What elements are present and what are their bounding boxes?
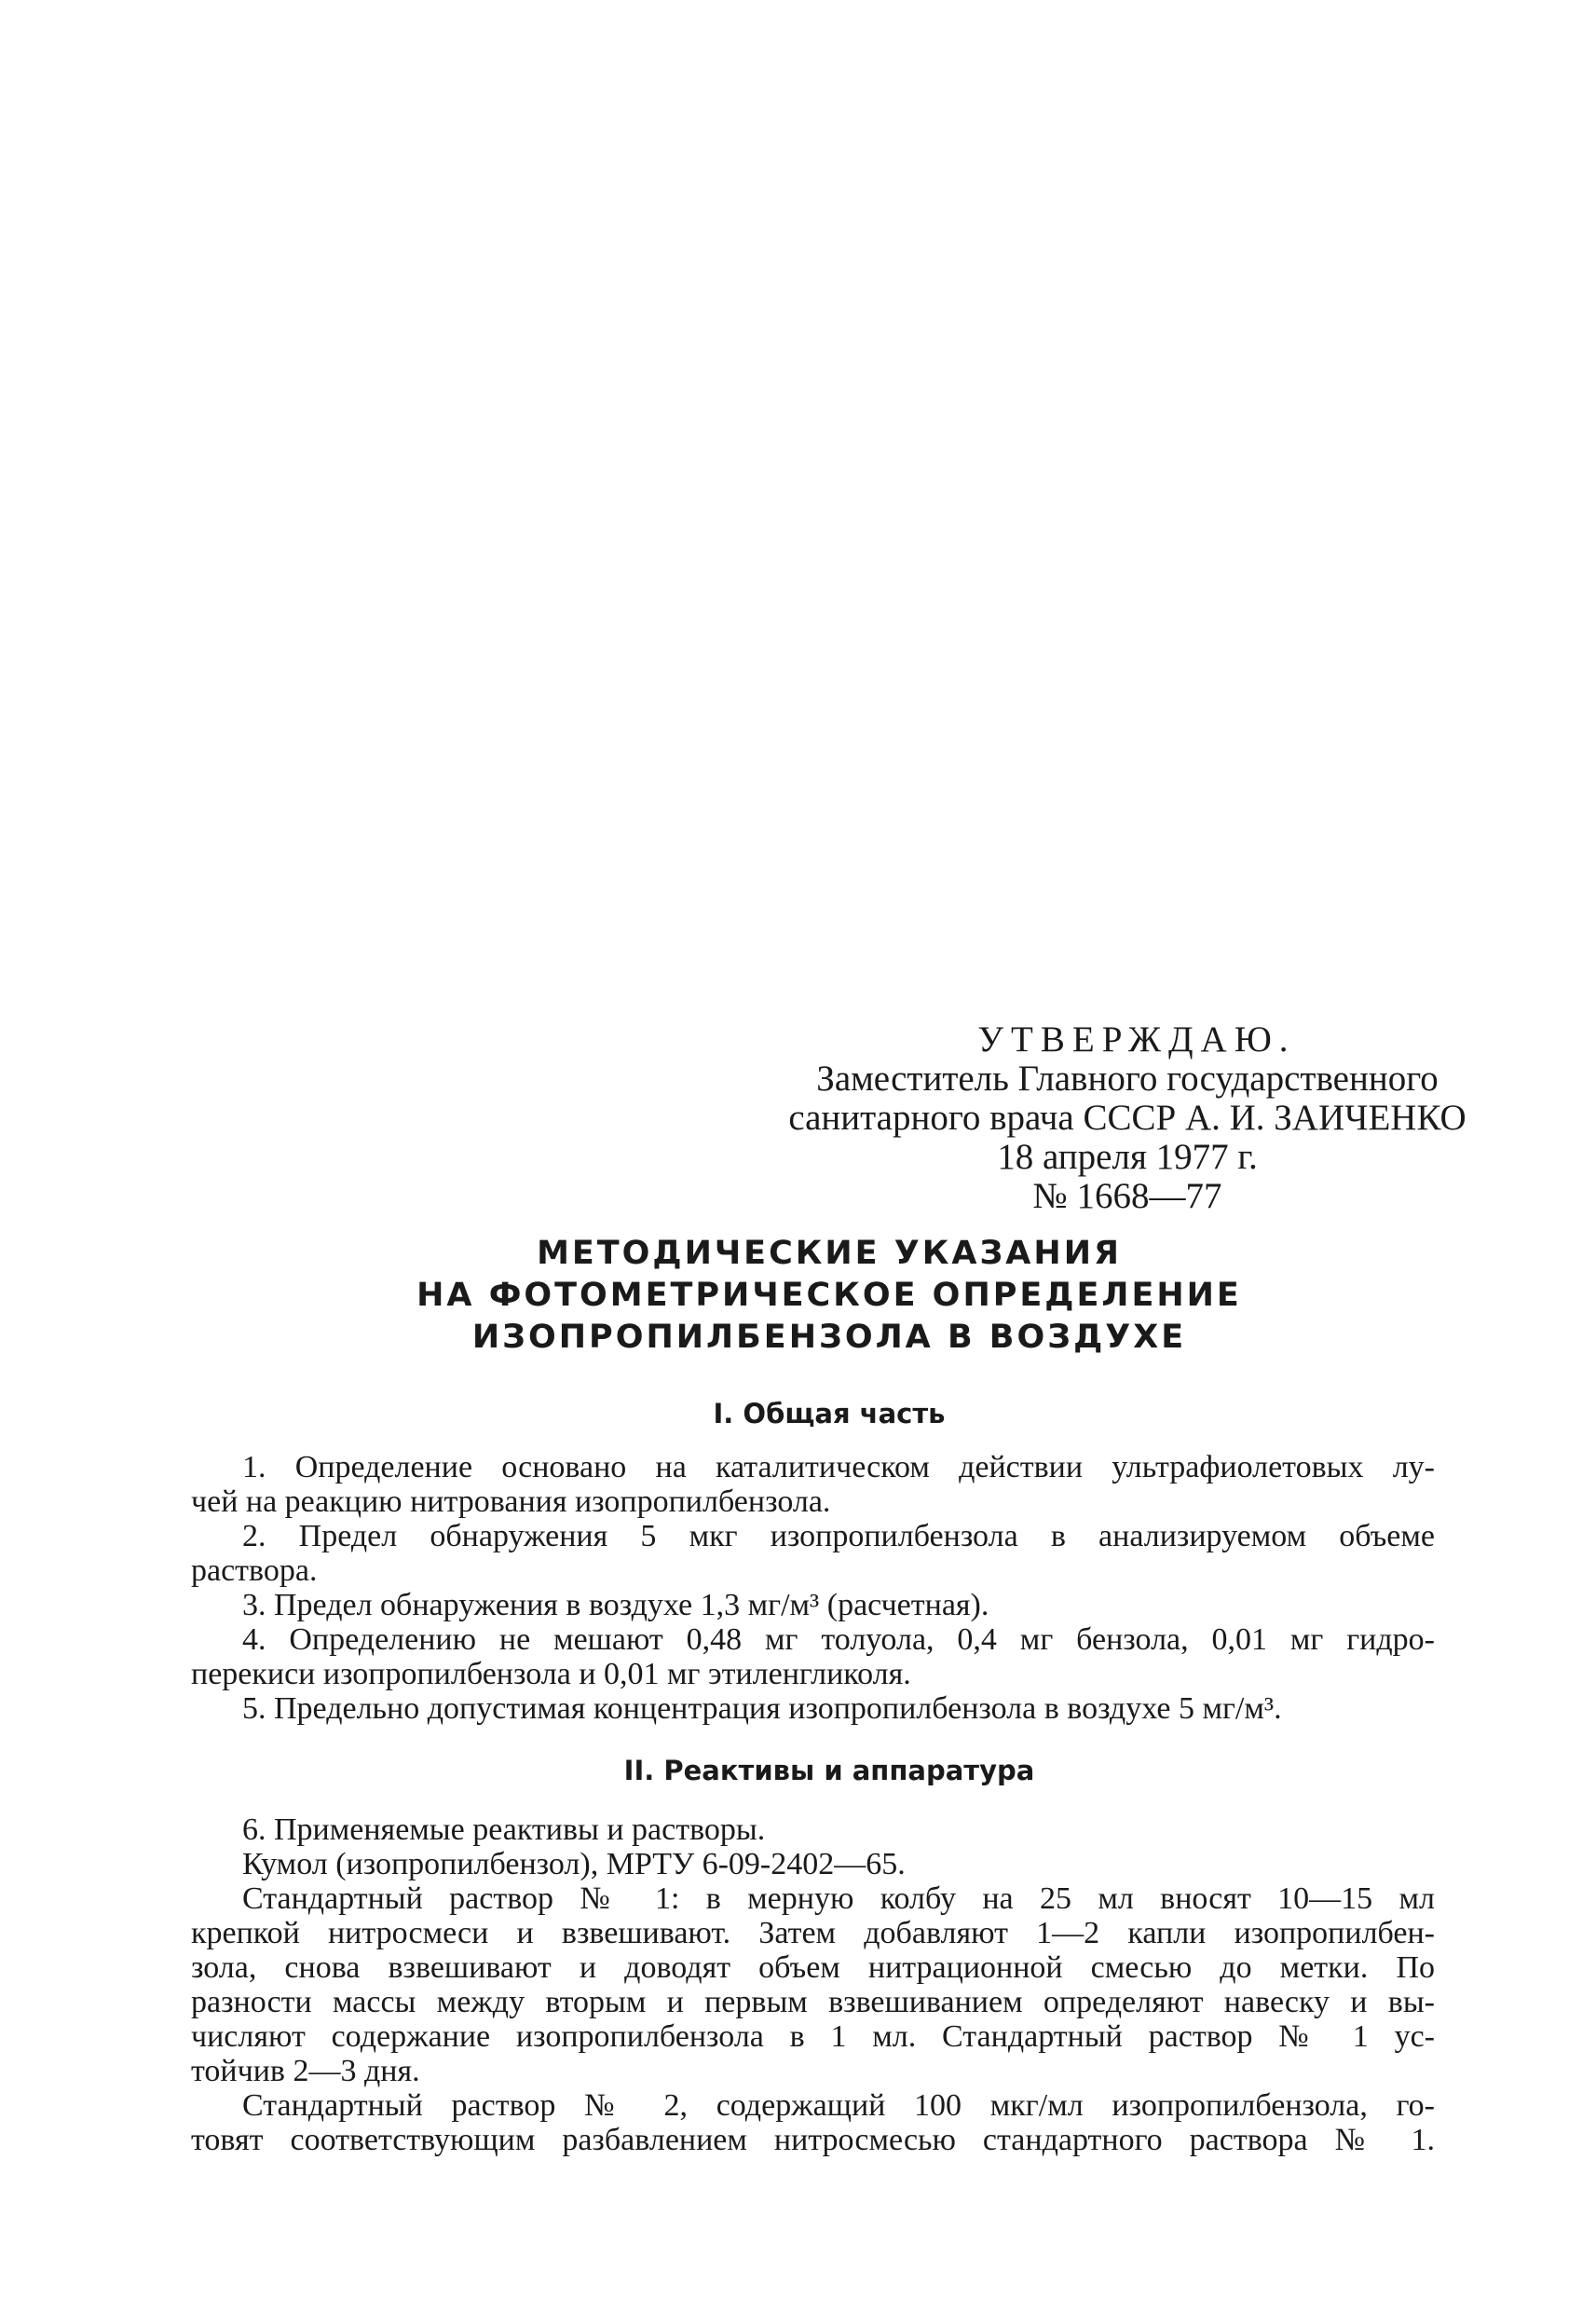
document-title-line1: МЕТОДИЧЕСКИЕ УКАЗАНИЯ — [537, 1235, 1122, 1272]
document-title-line3: ИЗОПРОПИЛБЕНЗОЛА В ВОЗДУХЕ — [471, 1319, 1187, 1356]
document-title-line2: НА ФОТОМЕТРИЧЕСКОЕ ОПРЕДЕЛЕНИЕ — [416, 1277, 1242, 1314]
paragraph-line: перекиси изопропилбензола и 0,01 мг этиленгликоля. — [191, 1657, 911, 1691]
paragraph-line: 3. Предел обнаружения в воздухе 1,3 мг/м³ (расчетная). — [242, 1588, 989, 1622]
section-general-body — [191, 1450, 1435, 1726]
approval-block — [727, 1020, 1528, 1216]
paragraph-line: товят соответствующим разбавлением нитросмесью стандартного раствора № 1. — [191, 2123, 1435, 2157]
document-title — [354, 1233, 1304, 1359]
paragraph-line: 5. Предельно допустимая концентрация изопропилбензола в воздухе 5 мг/м³. — [242, 1691, 1282, 1726]
paragraph-line: чей на реакцию нитрования изопропилбензола. — [191, 1484, 831, 1519]
approver-position-line2: санитарного врача СССР А. И. ЗАИЧЕНКО — [788, 1098, 1466, 1138]
paragraph-line: разности массы между вторым и первым взвешиванием определяют навеску и вы- — [191, 1985, 1435, 2019]
paragraph-line: Стандартный раствор № 2, содержащий 100 мкг/мл изопропилбензола, го- — [242, 2088, 1435, 2123]
paragraph-line: 4. Определению не мешают 0,48 мг толуола, 0,4 мг бензола, 0,01 мг гидро- — [242, 1622, 1435, 1657]
approver-position-line1: Заместитель Главного государственного — [816, 1059, 1439, 1099]
approval-number: № 1668—77 — [1032, 1176, 1222, 1216]
paragraph-line: тойчив 2—3 дня. — [191, 2054, 420, 2088]
paragraph-line: раствора. — [191, 1553, 318, 1588]
paragraph-line: Кумол (изопропилбензол), МРТУ 6-09-2402—65. — [242, 1847, 906, 1881]
section-heading-general: I. Общая часть — [713, 1398, 946, 1429]
paragraph-line: крепкой нитросмеси и взвешивают. Затем добавляют 1—2 капли изопропилбен- — [191, 1916, 1435, 1950]
section-reagents-body — [191, 1812, 1435, 2157]
paragraph-line: зола, снова взвешивают и доводят объем нитрационной смесью до метки. По — [191, 1950, 1435, 1985]
paragraph-line: Стандартный раствор № 1: в мерную колбу на 25 мл вносят 10—15 мл — [242, 1881, 1435, 1916]
paragraph-line: 1. Определение основано на каталитическом действии ультрафиолетовых лу- — [242, 1450, 1435, 1484]
approval-date: 18 апреля 1977 г. — [997, 1137, 1258, 1177]
paragraph-line: 6. Применяемые реактивы и растворы. — [242, 1812, 766, 1847]
paragraph-line: числяют содержание изопропилбензола в 1 мл. Стандартный раствор № 1 ус- — [191, 2019, 1435, 2054]
paragraph-line: 2. Предел обнаружения 5 мкг изопропилбензола в анализируемом объеме — [242, 1519, 1435, 1553]
section-heading-reagents: II. Реактивы и аппаратура — [623, 1755, 1035, 1786]
approval-title: УТВЕРЖДАЮ. — [977, 1019, 1296, 1060]
